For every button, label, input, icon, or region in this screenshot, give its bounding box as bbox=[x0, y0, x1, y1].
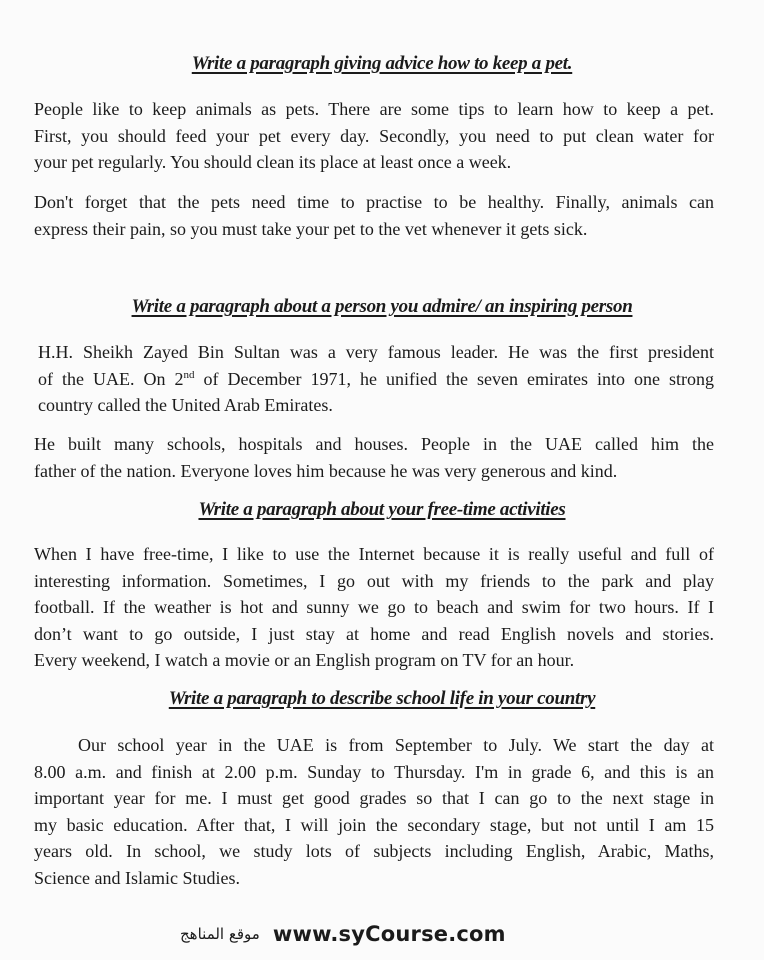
section-heading-inspiring-person: Write a paragraph about a person you admire/ an inspiring person bbox=[131, 296, 633, 317]
text-fragment: of December 1971, he unified the seven emirates into one strong bbox=[194, 368, 715, 389]
section-heading-school-life: Write a paragraph to describe school life in your country bbox=[168, 688, 596, 709]
paragraph-pet-advice-1 bbox=[34, 96, 714, 176]
text-line: Our school year in the UAE is from September to July. We start the day at bbox=[78, 735, 714, 755]
text-line: He built many schools, hospitals and houses. People in the UAE called him the bbox=[34, 434, 714, 454]
footer-url: www.syCourse.com bbox=[272, 922, 506, 946]
text-line: interesting information. Sometimes, I go out with my friends to the park and play bbox=[34, 570, 714, 591]
paragraph-school-life bbox=[34, 732, 714, 891]
paragraph-pet-advice-2 bbox=[34, 189, 714, 242]
text-line-with-superscript bbox=[38, 366, 714, 393]
paragraph-inspiring-person-2 bbox=[34, 431, 714, 484]
text-line: don’t want to go outside, I just stay at home and read English novels and stories. bbox=[34, 623, 714, 644]
text-line: First, you should feed your pet every day. Secondly, you need to put clean water for bbox=[34, 125, 714, 146]
text-line: years old. In school, we study lots of subjects including English, Arabic, Maths, bbox=[34, 841, 714, 861]
text-line: People like to keep animals as pets. There are some tips to learn how to keep a pet. bbox=[34, 99, 714, 119]
text-line: Every weekend, I watch a movie or an English program on TV for an hour. bbox=[34, 650, 575, 670]
text-line: important year for me. I must get good grades so that I can go to the next stage in bbox=[34, 788, 714, 808]
text-line: my basic education. After that, I will join the secondary stage, but not until I am 15 bbox=[34, 814, 714, 835]
text-line: H.H. Sheikh Zayed Bin Sultan was a very famous leader. He was the first president bbox=[38, 342, 714, 362]
text-line: express their pain, so you must take your pet to the vet whenever it gets sick. bbox=[34, 218, 588, 239]
paragraph-inspiring-person-1 bbox=[38, 339, 714, 419]
text-line: When I have free-time, I like to use the Internet because it is really useful and full of bbox=[34, 544, 714, 564]
text-line: your pet regularly. You should clean its place at least once a week. bbox=[34, 152, 512, 172]
superscript-ordinal: nd bbox=[183, 368, 195, 381]
text-fragment: of the UAE. On 2 bbox=[38, 368, 184, 389]
footer-site-name: موقع المناهج bbox=[180, 925, 260, 943]
text-line: Science and Islamic Studies. bbox=[34, 867, 240, 888]
text-line: 8.00 a.m. and finish at 2.00 p.m. Sunday to Thursday. I'm in grade 6, and this is an bbox=[34, 761, 714, 782]
text-line: football. If the weather is hot and sunny we go to beach and swim for two hours. If I bbox=[34, 597, 714, 617]
paragraph-free-time bbox=[34, 541, 714, 674]
text-line: father of the nation. Everyone loves him because he was very generous and kind. bbox=[34, 460, 618, 481]
footer-watermark bbox=[180, 922, 506, 946]
section-heading-free-time: Write a paragraph about your free-time activities bbox=[198, 499, 566, 520]
text-line: Don't forget that the pets need time to practise to be healthy. Finally, animals can bbox=[34, 192, 714, 212]
text-line: country called the United Arab Emirates. bbox=[38, 395, 333, 415]
section-heading-pet-advice: Write a paragraph giving advice how to keep a pet. bbox=[191, 53, 573, 74]
